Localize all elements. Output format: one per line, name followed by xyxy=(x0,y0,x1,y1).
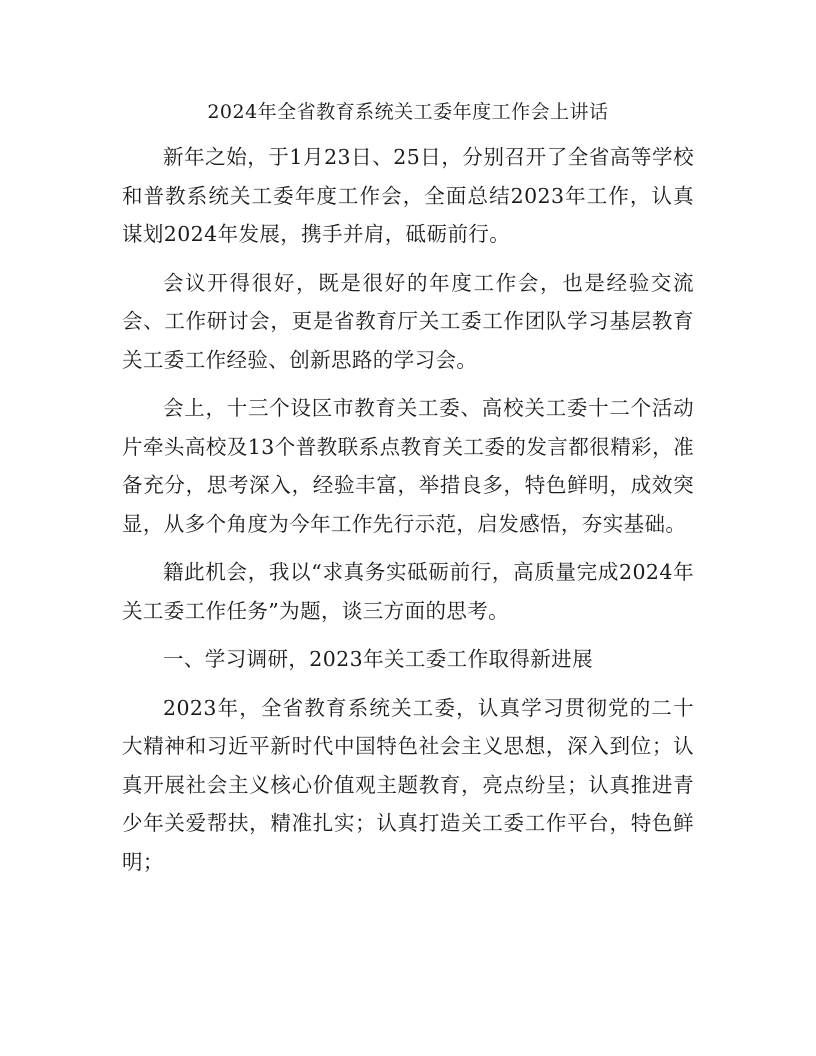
paragraph-meeting-summary: 会议开得很好，既是很好的年度工作会，也是经验交流会、工作研讨会，更是省教育厅关工委工作团队学习基层教育关工委工作经验、创新思路的学习会。 xyxy=(122,270,694,372)
paragraph-2023-review: 2023年，全省教育系统关工委，认真学习贯彻党的二十大精神和习近平新时代中国特色社会主义思想，深入到位；认真开展社会主义核心价值观主题教育，亮点纷呈；认真推进青少年关爱帮扶，精准扎实；认真打造关工委工作平台，特色鲜明； xyxy=(122,695,694,874)
paragraph-topic: 籍此机会，我以“求真务实砥砺前行，高质量完成2024年关工委工作任务”为题，谈三方面的思考。 xyxy=(122,560,694,623)
paragraph-opening: 新年之始，于1月23日、25日，分别召开了全省高等学校和普教系统关工委年度工作会，全面总结2023年工作，认真谋划2024年发展，携手并肩，砥砺前行。 xyxy=(122,145,694,246)
document-title: 2024年全省教育系统关工委年度工作会上讲话 xyxy=(207,101,609,123)
section-heading-1: 一、学习调研，2023年关工委工作取得新进展 xyxy=(163,647,593,671)
paragraph-speeches: 会上，十三个设区市教育关工委、高校关工委十二个活动片牵头高校及13个普教联系点教育关工委的发言都很精彩，准备充分，思考深入，经验丰富，举措良多，特色鲜明，成效突显，从多个角度为今年工作先行示范，启发感悟，夯实基础。 xyxy=(122,396,694,536)
